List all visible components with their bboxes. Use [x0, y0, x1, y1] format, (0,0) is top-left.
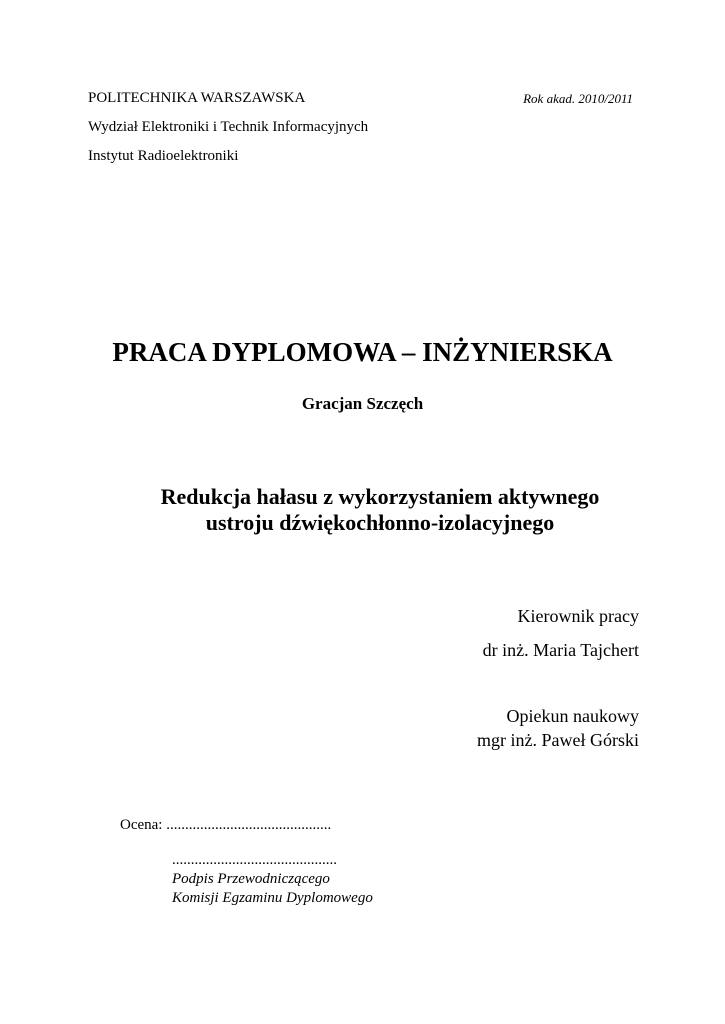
thesis-type: PRACA DYPLOMOWA – INŻYNIERSKA [112, 337, 613, 367]
faculty-name: Wydział Elektroniki i Technik Informacyjnych [88, 119, 369, 135]
supervisor-label: Kierownik pracy [517, 606, 639, 626]
institute-name: Instytut Radioelektroniki [88, 148, 239, 164]
thesis-title-line-2: ustroju dźwiękochłonno-izolacyjnego [205, 510, 555, 535]
university-name: POLITECHNIKA WARSZAWSKA [88, 90, 306, 106]
supervisor-name: dr inż. Maria Tajchert [482, 640, 639, 660]
advisor-label: Opiekun naukowy [506, 706, 639, 726]
academic-year: Rok akad. 2010/2011 [523, 91, 633, 106]
signature-line: ............................................ [172, 852, 337, 868]
signature-caption-line-1: Podpis Przewodniczącego [172, 871, 330, 887]
author-name: Gracjan Szczęch [301, 394, 424, 413]
signature-caption-line-2: Komisji Egzaminu Dyplomowego [172, 890, 373, 906]
grade-field: Ocena: ............................................ [120, 817, 332, 833]
advisor-name: mgr inż. Paweł Górski [477, 730, 639, 750]
thesis-title-line-1: Redukcja hałasu z wykorzystaniem aktywnego [160, 484, 600, 509]
thesis-title [0, 484, 725, 536]
